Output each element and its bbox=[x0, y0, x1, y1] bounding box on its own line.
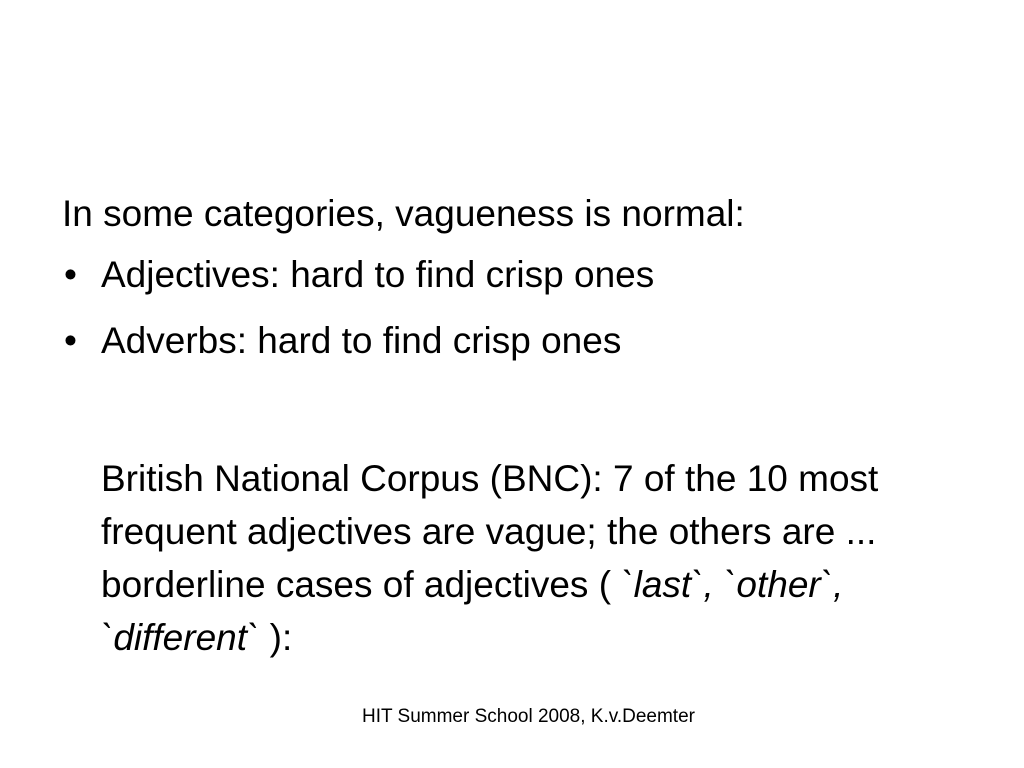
bullet-text: Adverbs: hard to find crisp ones bbox=[101, 320, 622, 361]
bullet-item-adverbs bbox=[62, 308, 962, 374]
bullet-icon: • bbox=[64, 254, 77, 295]
bullet-icon: • bbox=[64, 320, 77, 361]
slide-body bbox=[62, 186, 962, 664]
bnc-paragraph-tail: ): bbox=[259, 617, 293, 658]
bnc-paragraph-lead: British National Corpus (BNC): 7 of the 10 most frequent adjectives are vague; the others are ... borderline cases of adjectives ( bbox=[101, 458, 879, 605]
intro-line: In some categories, vagueness is normal: bbox=[62, 193, 745, 234]
adjective-examples: `last`, `other`, `different` bbox=[101, 564, 844, 658]
bnc-paragraph bbox=[101, 452, 961, 664]
bullet-list bbox=[62, 242, 962, 374]
bullet-text: Adjectives: hard to find crisp ones bbox=[101, 254, 655, 295]
slide-footer: HIT Summer School 2008, K.v.Deemter bbox=[362, 706, 695, 727]
bullet-item-adjectives bbox=[62, 242, 962, 308]
